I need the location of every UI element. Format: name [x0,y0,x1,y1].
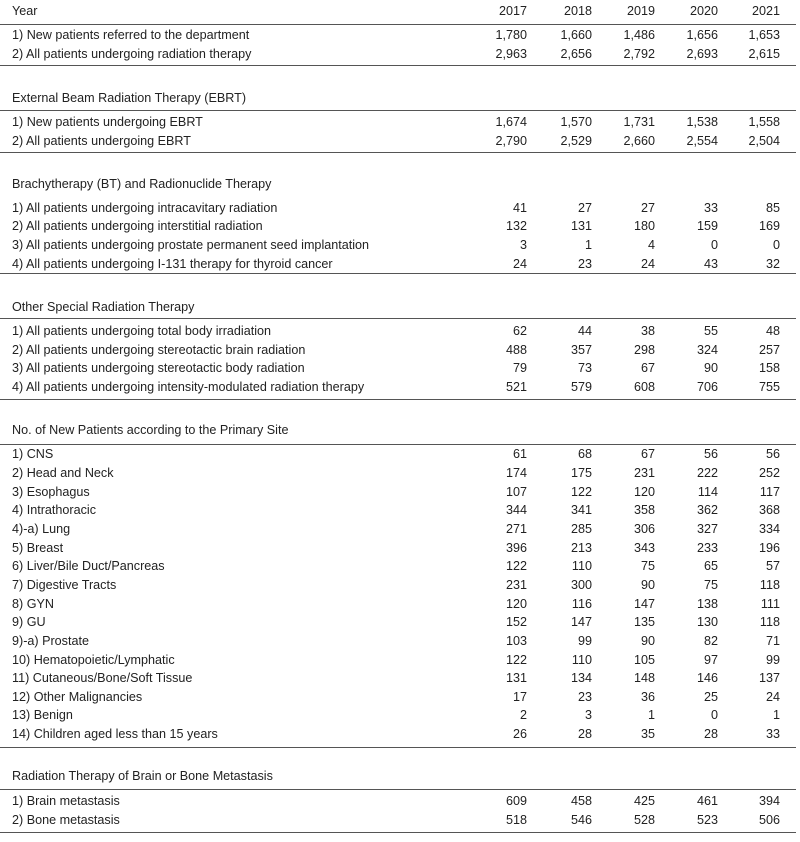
cell-value: 1,486 [623,28,655,42]
year-header-0: 2017 [498,4,527,18]
cell-value: 324 [696,343,718,357]
divider-line [0,832,796,833]
cell-value: 107 [505,485,527,499]
cell-value: 103 [505,634,527,648]
table-row [0,236,800,254]
cell-value: 1,558 [748,115,780,129]
table-row [0,113,800,131]
section-title [0,298,800,316]
cell-value: 196 [758,541,780,555]
cell-value: 506 [758,813,780,827]
cell-value: 118 [759,615,780,629]
table-row [0,199,800,217]
cell-value: 117 [759,485,780,499]
table-row [0,322,800,340]
cell-value: 147 [570,615,592,629]
cell-value: 1,570 [560,115,592,129]
section-title [0,175,800,193]
cell-value: 56 [765,447,780,461]
section-title [0,421,800,439]
table-row [0,341,800,359]
cell-value: 396 [505,541,527,555]
row-label: 9)-a) Prostate [12,634,89,648]
cell-value: 55 [703,324,718,338]
cell-value: 23 [577,690,592,704]
cell-value: 1 [647,708,655,722]
cell-value: 2,693 [686,47,718,61]
row-label: 13) Benign [12,708,73,722]
cell-value: 23 [577,257,592,271]
cell-value: 68 [577,447,592,461]
cell-value: 300 [570,578,592,592]
cell-value: 458 [570,794,592,808]
cell-value: 341 [570,503,592,517]
cell-value: 26 [512,727,527,741]
row-label: 12) Other Malignancies [12,690,143,704]
header-label: Year [12,4,38,18]
table-row [0,255,800,273]
cell-value: 44 [577,324,592,338]
cell-value: 27 [577,201,592,215]
cell-value: 343 [633,541,655,555]
cell-value: 33 [765,727,780,741]
cell-value: 73 [577,361,592,375]
divider-line [0,152,796,153]
divider-line [0,747,796,748]
cell-value: 461 [696,794,718,808]
row-label: 2) All patients undergoing stereotactic brain radiation [12,343,306,357]
cell-value: 122 [505,559,527,573]
cell-value: 28 [703,727,718,741]
divider-line [0,444,796,445]
cell-value: 17 [512,690,527,704]
row-label: 14) Children aged less than 15 years [12,727,218,741]
cell-value: 271 [505,522,527,536]
cell-value: 110 [571,653,592,667]
cell-value: 134 [570,671,592,685]
cell-value: 131 [570,219,592,233]
table-row [0,378,800,396]
table-row [0,632,800,650]
cell-value: 608 [633,380,655,394]
cell-value: 2,615 [748,47,780,61]
cell-value: 0 [710,708,718,722]
cell-value: 222 [696,466,718,480]
cell-value: 56 [703,447,718,461]
cell-value: 298 [633,343,655,357]
cell-value: 159 [696,219,718,233]
table-row [0,217,800,235]
cell-value: 2,792 [623,47,655,61]
cell-value: 99 [765,653,780,667]
table-row [0,706,800,724]
cell-value: 2,790 [495,134,527,148]
cell-value: 174 [505,466,527,480]
cell-value: 120 [633,485,655,499]
divider-line [0,273,796,274]
row-label: 2) Bone metastasis [12,813,120,827]
cell-value: 362 [696,503,718,517]
row-label: 10) Hematopoietic/Lymphatic [12,653,175,667]
cell-value: 175 [570,466,592,480]
cell-value: 169 [758,219,780,233]
cell-value: 488 [505,343,527,357]
cell-value: 1,538 [686,115,718,129]
cell-value: 2,660 [623,134,655,148]
cell-value: 231 [633,466,655,480]
cell-value: 158 [758,361,780,375]
cell-value: 425 [633,794,655,808]
cell-value: 111 [760,597,780,611]
table-row [0,595,800,613]
table-row [0,811,800,829]
cell-value: 1 [772,708,780,722]
divider-line [0,24,796,25]
cell-value: 27 [640,201,655,215]
row-label: 7) Digestive Tracts [12,578,117,592]
cell-value: 75 [703,578,718,592]
cell-value: 130 [696,615,718,629]
cell-value: 579 [570,380,592,394]
cell-value: 706 [696,380,718,394]
row-label: 9) GU [12,615,46,629]
table-row [0,576,800,594]
cell-value: 132 [505,219,527,233]
cell-value: 394 [758,794,780,808]
cell-value: 285 [570,522,592,536]
cell-value: 33 [703,201,718,215]
cell-value: 114 [697,485,718,499]
row-label: 1) New patients referred to the department [12,28,250,42]
row-label: 1) New patients undergoing EBRT [12,115,203,129]
cell-value: 137 [758,671,780,685]
section-title-text: Brachytherapy (BT) and Radionuclide Therapy [12,177,272,191]
row-label: 11) Cutaneous/Bone/Soft Tissue [12,671,193,685]
cell-value: 122 [570,485,592,499]
cell-value: 2,554 [686,134,718,148]
cell-value: 344 [505,503,527,517]
table-row [0,464,800,482]
cell-value: 152 [505,615,527,629]
row-label: 4) All patients undergoing intensity-modulated radiation therapy [12,380,365,394]
cell-value: 231 [505,578,527,592]
row-label: 3) All patients undergoing prostate permanent seed implantation [12,238,370,252]
divider-line [0,318,796,319]
cell-value: 3 [519,238,527,252]
year-header-1: 2018 [563,4,592,18]
cell-value: 35 [640,727,655,741]
cell-value: 67 [640,361,655,375]
row-label: 1) All patients undergoing intracavitary radiation [12,201,278,215]
cell-value: 118 [759,578,780,592]
header-row [0,2,800,20]
cell-value: 2 [519,708,527,722]
cell-value: 110 [571,559,592,573]
cell-value: 528 [633,813,655,827]
section-title-text: Other Special Radiation Therapy [12,300,195,314]
row-label: 6) Liver/Bile Duct/Pancreas [12,559,165,573]
cell-value: 28 [577,727,592,741]
cell-value: 357 [570,343,592,357]
cell-value: 116 [571,597,592,611]
cell-value: 38 [640,324,655,338]
table-row [0,132,800,150]
cell-value: 0 [710,238,718,252]
cell-value: 523 [696,813,718,827]
cell-value: 67 [640,447,655,461]
cell-value: 146 [696,671,718,685]
cell-value: 90 [640,634,655,648]
cell-value: 1 [584,238,592,252]
cell-value: 120 [505,597,527,611]
cell-value: 1,674 [495,115,527,129]
cell-value: 213 [570,541,592,555]
cell-value: 61 [512,447,527,461]
cell-value: 252 [758,466,780,480]
cell-value: 334 [758,522,780,536]
cell-value: 233 [696,541,718,555]
cell-value: 90 [703,361,718,375]
table-row [0,725,800,743]
cell-value: 180 [633,219,655,233]
table-row [0,520,800,538]
cell-value: 521 [505,380,527,394]
cell-value: 0 [772,238,780,252]
cell-value: 3 [584,708,592,722]
row-label: 4)-a) Lung [12,522,71,536]
cell-value: 609 [505,794,527,808]
divider-line [0,65,796,66]
cell-value: 327 [696,522,718,536]
cell-value: 358 [633,503,655,517]
cell-value: 41 [512,201,527,215]
table-row [0,445,800,463]
table-row [0,557,800,575]
table-row [0,792,800,810]
cell-value: 2,656 [560,47,592,61]
section-title-text: No. of New Patients according to the Primary Site [12,423,289,437]
cell-value: 24 [512,257,527,271]
cell-value: 1,656 [686,28,718,42]
cell-value: 131 [505,671,527,685]
section-title-text: Radiation Therapy of Brain or Bone Metastasis [12,769,273,783]
table-row [0,613,800,631]
row-label: 5) Breast [12,541,64,555]
row-label: 4) Intrathoracic [12,503,96,517]
row-label: 8) GYN [12,597,54,611]
section-title-text: External Beam Radiation Therapy (EBRT) [12,91,247,105]
cell-value: 97 [703,653,718,667]
cell-value: 25 [703,690,718,704]
table-row [0,688,800,706]
cell-value: 75 [640,559,655,573]
cell-value: 24 [765,690,780,704]
cell-value: 99 [577,634,592,648]
table-row [0,669,800,687]
cell-value: 48 [765,324,780,338]
cell-value: 82 [703,634,718,648]
cell-value: 1,780 [495,28,527,42]
cell-value: 1,653 [748,28,780,42]
year-header-3: 2020 [689,4,718,18]
cell-value: 2,529 [560,134,592,148]
table-row [0,651,800,669]
year-header-4: 2021 [751,4,780,18]
cell-value: 135 [633,615,655,629]
section-title [0,89,800,107]
cell-value: 4 [647,238,655,252]
cell-value: 90 [640,578,655,592]
cell-value: 2,504 [748,134,780,148]
year-header-2: 2019 [626,4,655,18]
cell-value: 32 [765,257,780,271]
table-row [0,26,800,44]
section-title [0,767,800,785]
row-label: 2) All patients undergoing radiation therapy [12,47,252,61]
cell-value: 85 [765,201,780,215]
cell-value: 79 [512,361,527,375]
row-label: 2) All patients undergoing interstitial radiation [12,219,263,233]
divider-line [0,399,796,400]
cell-value: 755 [758,380,780,394]
table-row [0,483,800,501]
row-label: 1) CNS [12,447,54,461]
divider-line [0,110,796,111]
table-row [0,501,800,519]
cell-value: 105 [633,653,655,667]
cell-value: 36 [640,690,655,704]
cell-value: 2,963 [495,47,527,61]
table-row [0,539,800,557]
cell-value: 306 [633,522,655,536]
cell-value: 62 [512,324,527,338]
cell-value: 65 [703,559,718,573]
cell-value: 1,731 [623,115,655,129]
cell-value: 1,660 [560,28,592,42]
row-label: 3) All patients undergoing stereotactic body radiation [12,361,305,375]
cell-value: 57 [765,559,780,573]
row-label: 1) All patients undergoing total body irradiation [12,324,272,338]
row-label: 2) Head and Neck [12,466,114,480]
row-label: 2) All patients undergoing EBRT [12,134,191,148]
table-row [0,359,800,377]
cell-value: 122 [505,653,527,667]
row-label: 1) Brain metastasis [12,794,120,808]
cell-value: 148 [633,671,655,685]
cell-value: 546 [570,813,592,827]
row-label: 3) Esophagus [12,485,90,499]
cell-value: 138 [696,597,718,611]
cell-value: 257 [758,343,780,357]
cell-value: 24 [640,257,655,271]
cell-value: 43 [703,257,718,271]
row-label: 4) All patients undergoing I-131 therapy for thyroid cancer [12,257,333,271]
cell-value: 368 [758,503,780,517]
cell-value: 71 [765,634,780,648]
divider-line [0,789,796,790]
cell-value: 147 [633,597,655,611]
cell-value: 518 [505,813,527,827]
table-row [0,45,800,63]
